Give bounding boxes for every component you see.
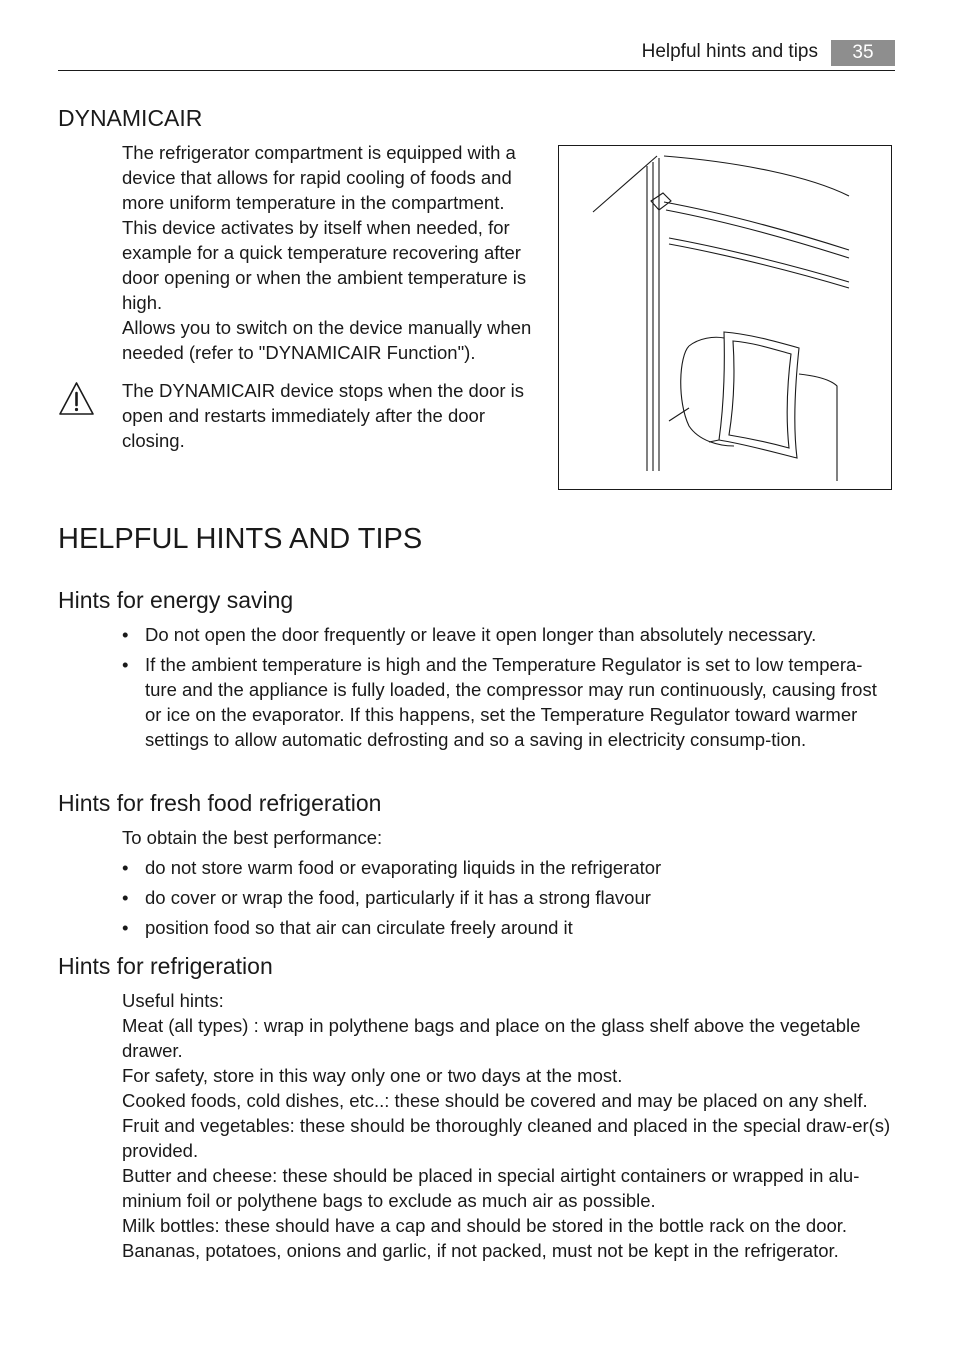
page-number: 35 [831,40,895,66]
fresh-food-intro: To obtain the best performance: [122,827,383,848]
list-item: • do cover or wrap the food, particularly if it has a strong flavour [122,885,894,910]
list-item: • If the ambient temperature is high and the Temperature Regulator is set to low tempera-ture and the appliance is fully loaded, the compressor may run continuously, causing frost or ice on the evaporator. If this happens, set the Temperature Regulator toward warmer settings to allow automatic defrosting and so a saving in electricity consump-tion. [122,652,894,752]
hint-line: For safety, store in this way only one or two days at the most. [122,1065,623,1086]
dynamicair-manual-note: Allows you to switch on the device manually when needed (refer to "DYNAMICAIR Function"). [122,317,532,363]
dynamicair-text [122,140,542,365]
fridge-fan-drawing [559,146,891,489]
hint-line: Butter and cheese: these should be placed in special airtight containers or wrapped in alu-minium foil or polythene bags to exclude as much air as possible. [122,1165,860,1211]
warning-triangle-icon [58,381,95,417]
header-divider [58,70,895,71]
hint-line: Useful hints: [122,990,224,1011]
hint-line: Cooked foods, cold dishes, etc..: these should be covered and may be placed on any shelf. [122,1090,868,1111]
fresh-food-heading: Hints for fresh food refrigeration [58,790,382,816]
main-heading: HELPFUL HINTS AND TIPS [58,523,423,555]
hint-line: Milk bottles: these should have a cap and should be stored in the bottle rack on the door. [122,1215,848,1236]
refrigeration-hints [122,988,894,1263]
dynamicair-illustration [558,145,892,490]
list-item: • do not store warm food or evaporating liquids in the refrigerator [122,855,894,880]
list-item: • position food so that air can circulate freely around it [122,915,894,940]
hint-line: Meat (all types) : wrap in polythene bags and place on the glass shelf above the vegetable drawer. [122,1015,861,1061]
list-item: • Do not open the door frequently or leave it open longer than absolutely necessary. [122,622,894,647]
energy-saving-list [122,622,894,757]
refrigeration-heading: Hints for refrigeration [58,953,273,979]
dynamicair-warning-text: The DYNAMICAIR device stops when the door is open and restarts immediately after the door closing. [122,380,525,451]
dynamicair-description: The refrigerator compartment is equipped with a device that allows for rapid cooling of foods and more uniform temperature in the compartment. This device activates by itself when needed, for example for a quick temperature recovering after door opening or when the ambient temperature is high. [122,142,527,313]
energy-saving-heading: Hints for energy saving [58,587,294,613]
running-header-title: Helpful hints and tips [641,41,818,62]
hint-line: Fruit and vegetables: these should be thoroughly cleaned and placed in the special draw-er(s) provided. [122,1115,891,1161]
hint-line: Bananas, potatoes, onions and garlic, if not packed, must not be kept in the refrigerator. [122,1240,839,1261]
dynamicair-heading: DYNAMICAIR [58,105,203,131]
fresh-food-list [122,855,894,945]
